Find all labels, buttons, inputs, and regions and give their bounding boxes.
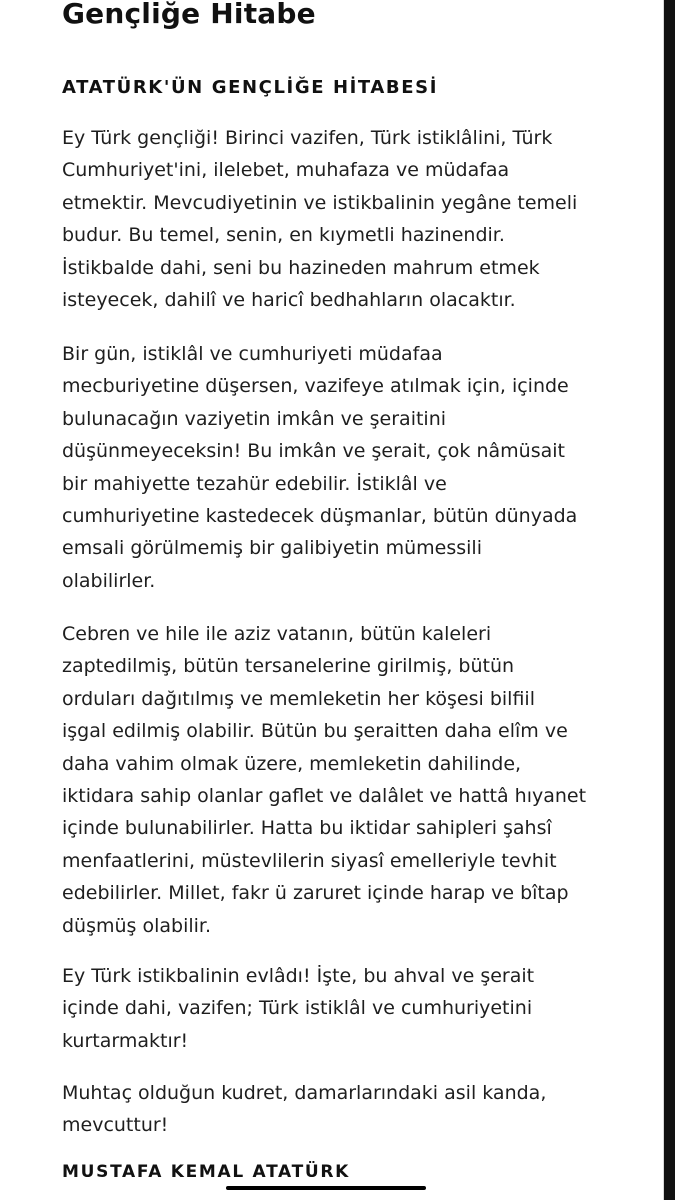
text-line: edebilirler. Millet, fakr ü zaruret içinde harap ve bîtap <box>62 882 569 905</box>
scroll-edge <box>664 0 675 1200</box>
text-line: düşünmeyeceksin! Bu imkân ve şerait, çok nâmüsait <box>62 440 565 463</box>
text-line: düşmüş olabilir. <box>62 914 212 937</box>
text-line: İstikbalde dahi, seni bu hazineden mahrum etmek <box>62 256 540 279</box>
underline-mark <box>226 1186 426 1190</box>
text-line: Ey Türk gençliği! Birinci vazifen, Türk istiklâlini, Türk <box>62 127 553 149</box>
text-line: mecburiyetine düşersen, vazifeye atılmak için, içinde <box>62 375 569 398</box>
text-line: iktidara sahip olanlar gaflet ve dalâlet ve hattâ hıyanet <box>62 784 587 807</box>
text-line: zaptedilmiş, bütün tersanelerine girilmiş, bütün <box>62 655 515 678</box>
page-title: Gençliğe Hitabe <box>62 0 316 30</box>
paragraph-4 <box>62 960 534 1057</box>
paragraph-5 <box>62 1077 546 1142</box>
text-line: etmektir. Mevcudiyetinin ve istikbalinin yegâne temeli <box>62 191 578 214</box>
text-line: işgal edilmiş olabilir. Bütün bu şeraitten daha elîm ve <box>62 720 568 743</box>
signature: MUSTAFA KEMAL ATATÜRK <box>62 1162 351 1182</box>
text-line: olabilirler. <box>62 569 156 592</box>
text-line: Cumhuriyet'ini, ilelebet, muhafaza ve müdafaa <box>62 159 510 182</box>
text-line: Cebren ve hile ile aziz vatanın, bütün kaleleri <box>62 623 492 645</box>
text-line: emsali görülmemiş bir galibiyetin mümessili <box>62 537 482 560</box>
text-line: isteyecek, dahilî ve haricî bedhahların olacaktır. <box>62 288 516 311</box>
text-line: Bir gün, istiklâl ve cumhuriyeti müdafaa <box>62 343 443 365</box>
text-line: budur. Bu temel, senin, en kıymetli hazinendir. <box>62 224 505 247</box>
text-line: bulunacağın vaziyetin imkân ve şeraitini <box>62 407 447 430</box>
text-line: menfaatlerini, müstevlilerin siyasî emelleriyle tevhit <box>62 849 557 872</box>
paragraph-2 <box>62 338 577 597</box>
text-line: içinde dahi, vazifen; Türk istiklâl ve cumhuriyetini <box>62 997 533 1020</box>
speech-heading: ATATÜRK'ÜN GENÇLİĞE HİTABESİ <box>62 77 439 98</box>
text-line: kurtarmaktır! <box>62 1029 189 1052</box>
text-line: daha vahim olmak üzere, memleketin dahilinde, <box>62 752 522 775</box>
text-line: Ey Türk istikbalinin evlâdı! İşte, bu ahval ve şerait <box>62 965 535 987</box>
text-line: cumhuriyetine kastedecek düşmanlar, bütün dünyada <box>62 504 578 527</box>
paragraph-3 <box>62 618 586 942</box>
paragraph-1 <box>62 122 577 316</box>
text-line: bir mahiyette tezahür edebilir. İstiklâl ve <box>62 472 447 495</box>
text-line: Muhtaç olduğun kudret, damarlarındaki asil kanda, <box>62 1082 547 1104</box>
text-line: içinde bulunabilirler. Hatta bu iktidar sahipleri şahsî <box>62 817 552 840</box>
text-line: orduları dağıtılmış ve memleketin her köşesi bilfiil <box>62 687 535 710</box>
text-line: mevcuttur! <box>62 1114 169 1137</box>
